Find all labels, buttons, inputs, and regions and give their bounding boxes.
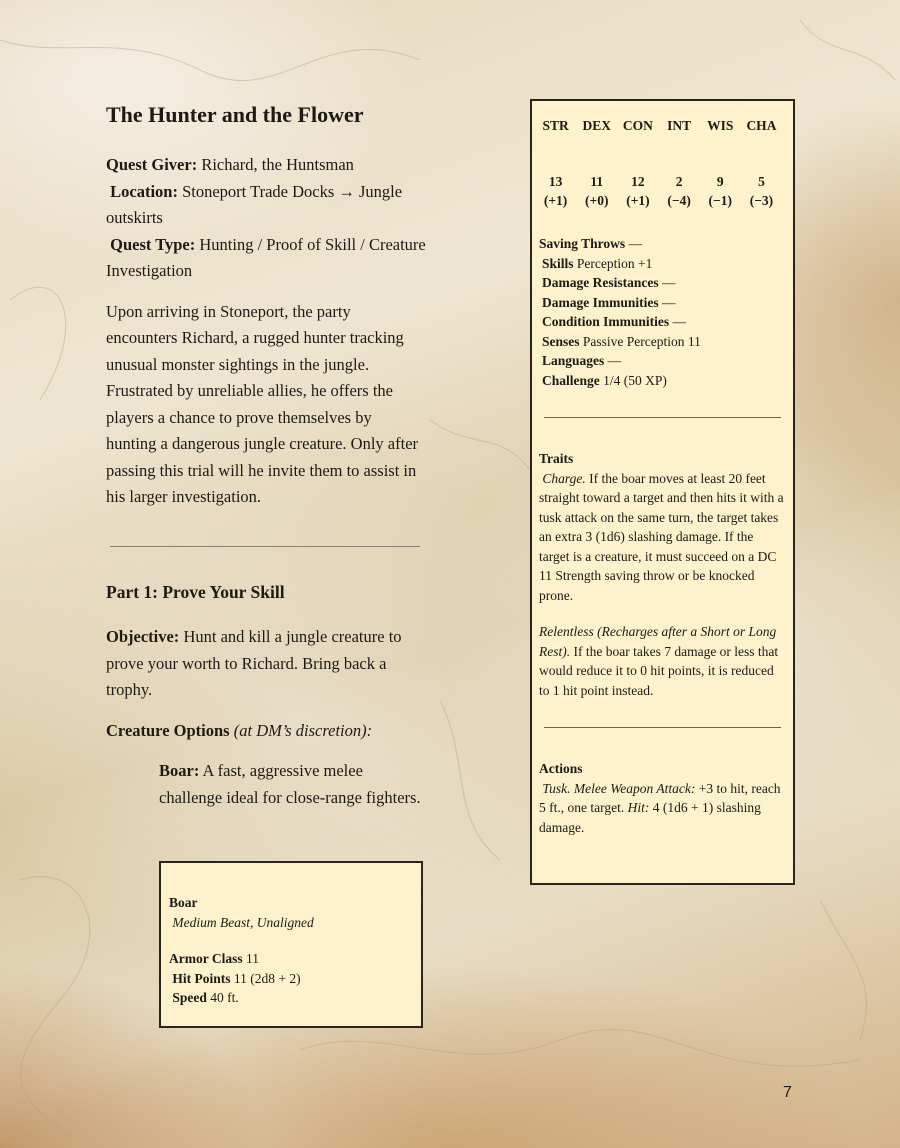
statblock-divider <box>544 727 781 728</box>
quest-giver-value: Richard, the Huntsman <box>197 155 354 174</box>
page-title: The Hunter and the Flower <box>106 102 364 127</box>
tusk-hit-label: Hit: <box>627 800 650 815</box>
boar-option-label: Boar: <box>159 761 200 780</box>
ability-con: CON 12 (+1) <box>622 118 653 208</box>
traits-heading: Traits <box>539 451 574 466</box>
objective-label: Objective: <box>106 627 180 646</box>
damage-resistances-label: Damage Resistances <box>542 275 659 290</box>
quest-meta <box>106 152 426 285</box>
hit-points-value: 11 (2d8 + 2) <box>230 970 301 986</box>
damage-immunities-value: — <box>658 294 676 310</box>
statblock-divider <box>544 417 781 418</box>
section-divider <box>110 546 420 547</box>
senses-value: Passive Perception 11 <box>579 333 701 349</box>
ability-str: STR 13 (+1) <box>542 118 569 208</box>
creature-options-paragraph <box>106 718 426 745</box>
speed-label: Speed <box>172 990 207 1005</box>
statblock-type: Medium Beast, Unaligned <box>172 914 314 930</box>
boar-statblock-summary <box>159 861 423 1028</box>
saving-throws-value: — <box>625 236 643 251</box>
location-value: Stoneport Trade Docks → Jungle outskirts <box>106 181 403 227</box>
quest-intro-column <box>106 100 426 511</box>
actions-section <box>539 759 786 837</box>
objective-value: Hunt and kill a jungle creature to prove your worth to Richard. Bring back a trophy. <box>106 627 402 699</box>
creature-options-note: (at DM’s discretion): <box>229 720 373 740</box>
ability-wis: WIS 9 (−1) <box>707 118 734 208</box>
part1-section <box>106 578 426 811</box>
hit-points-label: Hit Points <box>172 970 231 986</box>
quest-giver-label: Quest Giver: <box>106 155 198 174</box>
actions-heading: Actions <box>539 761 583 776</box>
challenge-label: Challenge <box>542 372 600 388</box>
armor-class-label: Armor Class <box>169 951 243 966</box>
quest-type-label: Quest Type: <box>110 234 196 254</box>
damage-resistances-value: — <box>658 275 676 290</box>
statblock-properties <box>539 234 786 390</box>
condition-immunities-label: Condition Immunities <box>542 314 670 329</box>
senses-label: Senses <box>542 333 580 349</box>
languages-value: — <box>604 353 622 368</box>
quest-type-value: Hunting / Proof of Skill / Creature Investigation <box>106 234 426 280</box>
skills-value: Perception +1 <box>573 255 653 271</box>
location-label: Location: <box>110 181 178 201</box>
relentless-trait-text: If the boar takes 7 damage or less that would reduce it to 0 hit points, it is reduced to 1 hit point instead. <box>539 643 779 698</box>
condition-immunities-value: — <box>669 314 687 329</box>
tusk-action-text: +3 to hit, reach 5 ft., one target. <box>539 780 781 815</box>
relentless-trait-name: Relentless (Recharges after a Short or Long Rest). <box>539 624 777 659</box>
saving-throws-label: Saving Throws <box>539 236 626 251</box>
speed-value: 40 ft. <box>206 990 239 1005</box>
objective-paragraph <box>106 624 426 704</box>
page-number: 7 <box>783 1084 792 1101</box>
ability-dex: DEX 11 (+0) <box>582 118 612 208</box>
tusk-action-name: Tusk. Melee Weapon Attack: <box>542 780 696 796</box>
boar-statblock-details <box>530 99 795 885</box>
tusk-damage-text: 4 (1d6 + 1) slashing damage. <box>539 800 761 835</box>
armor-class-value: 11 <box>242 951 259 966</box>
statblock-name: Boar <box>169 895 198 910</box>
ability-cha: CHA 5 (−3) <box>746 118 777 208</box>
ability-int: INT 2 (−4) <box>667 118 692 208</box>
charge-trait-text: If the boar moves at least 20 feet straight toward a target and then hits it with a tusk attack on the same turn, the target takes an extra 3 (1d6) slashing damage. If the target is a creature, it must succeed on a DC 11 Strength saving throw or be knocked prone. <box>539 470 784 603</box>
traits-section <box>539 449 786 700</box>
creature-options-label: Creature Options <box>106 720 230 740</box>
languages-label: Languages <box>542 353 605 368</box>
boar-option-value: A fast, aggressive melee challenge ideal for close-range fighters. <box>159 761 421 807</box>
damage-immunities-label: Damage Immunities <box>542 294 659 310</box>
charge-trait-name: Charge. <box>542 470 586 486</box>
skills-label: Skills <box>542 255 574 271</box>
part1-heading: Part 1: Prove Your Skill <box>106 582 285 602</box>
challenge-value: 1/4 (50 XP) <box>599 372 667 388</box>
ability-scores <box>539 117 786 210</box>
boar-option <box>159 758 426 811</box>
intro-paragraph: Upon arriving in Stoneport, the party encounters Richard, a rugged hunter tracking unusual monster sightings in the jungle. Frustrated by unreliable allies, he offers the players a chance to prove themselves by hunting a dangerous jungle creature. Only after passing this trial will he invite them to assist in his larger investigation. <box>106 301 419 506</box>
